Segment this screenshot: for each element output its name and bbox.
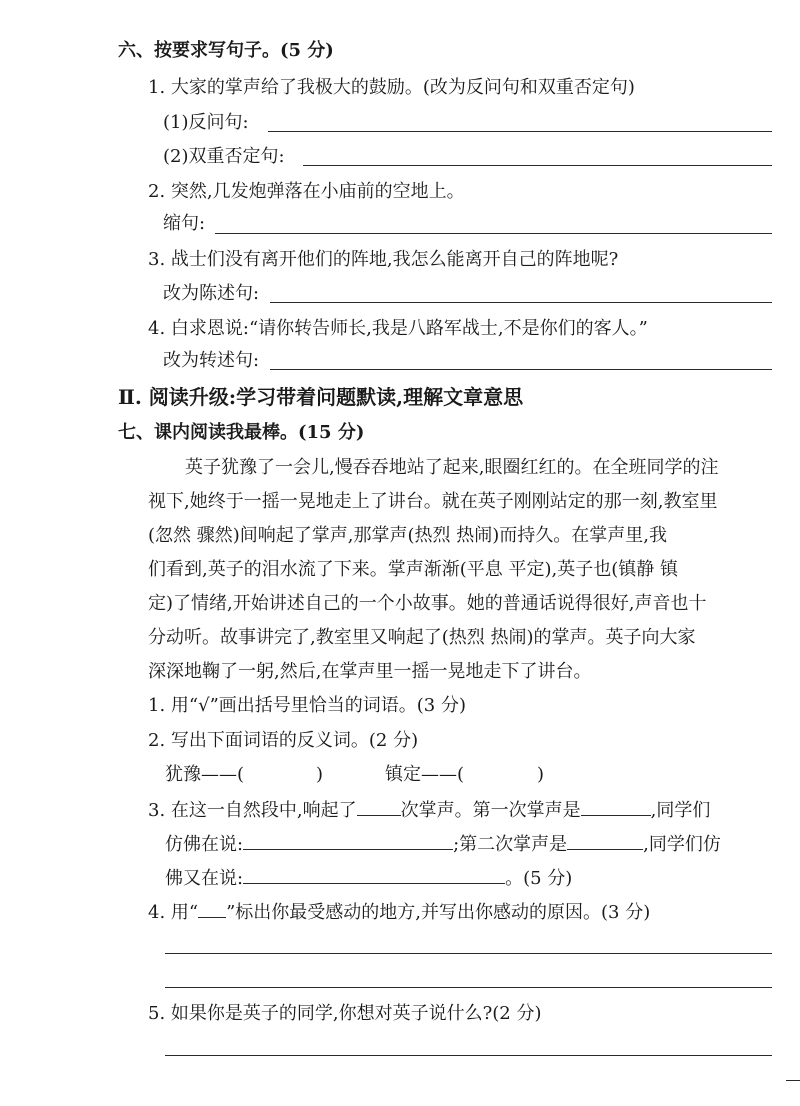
section6-q3-text: 3. 战士们没有离开他们的阵地,我怎么能离开自己的阵地呢?	[148, 249, 619, 270]
q3-part7: 佛又在说:	[165, 868, 244, 889]
passage-line-1: 英子犹豫了一会儿,慢吞吞地站了起来,眼圈红红的。在全班同学的注	[185, 457, 719, 478]
section6-q1-a-label: (1)反问句:	[163, 112, 249, 133]
blank-first-applause[interactable]	[581, 801, 651, 816]
section6-q2-text: 2. 突然,几发炮弹落在小庙前的空地上。	[148, 181, 465, 202]
answer-line-q1b[interactable]	[303, 165, 772, 166]
section6-heading: 六、按要求写句子。(5 分)	[118, 40, 334, 61]
section6-q1-b-label: (2)双重否定句:	[163, 146, 285, 167]
section7-q3-line3	[165, 869, 572, 888]
section6-q2-a-label: 缩句:	[163, 213, 206, 234]
q3-part3: ,同学们	[650, 800, 711, 821]
answer-line-q4[interactable]	[270, 369, 772, 370]
answer-line-q4-1[interactable]	[165, 953, 772, 954]
section7-q3-line1	[148, 801, 710, 820]
passage-line-7: 深深地鞠了一躬,然后,在掌声里一摇一晃地走下了讲台。	[148, 661, 592, 682]
blank-second-meaning[interactable]	[243, 869, 505, 884]
answer-line-q3[interactable]	[270, 302, 772, 303]
section7-q5-text: 5. 如果你是英子的同学,你想对英子说什么?(2 分)	[148, 1003, 542, 1024]
q4-part2: ”标出你最受感动的地方,并写出你感动的原因。(3 分)	[226, 902, 651, 923]
page-edge-mark	[786, 1080, 800, 1081]
q3-part1: 3. 在这一自然段中,响起了	[148, 800, 357, 821]
antonym-item-1: 犹豫——(	[165, 764, 245, 785]
section6-q4-a-label: 改为转述句:	[163, 350, 260, 371]
section7-q1-text: 1. 用“√”画出括号里恰当的词语。(3 分)	[148, 695, 466, 716]
blank-first-meaning[interactable]	[243, 835, 453, 850]
section6-q3-a-label: 改为陈述句:	[163, 283, 260, 304]
section7-q3-line2	[165, 835, 721, 854]
section6-q4-text: 4. 白求恩说:“请你转告师长,我是八路军战士,不是你们的客人。”	[148, 318, 648, 339]
q4-part1: 4. 用“	[148, 902, 199, 923]
passage-line-3: (忽然 骤然)间响起了掌声,那掌声(热烈 热闹)而持久。在掌声里,我	[148, 525, 667, 546]
underline-mark-sample	[198, 903, 226, 918]
passage-line-4: 们看到,英子的泪水流了下来。掌声渐渐(平息 平定),英子也(镇静 镇	[148, 559, 678, 580]
antonym-item-2: 镇定——(	[385, 764, 465, 785]
answer-line-q2[interactable]	[215, 233, 772, 234]
passage-line-6: 分动听。故事讲完了,教室里又响起了(热烈 热闹)的掌声。英子向大家	[148, 627, 696, 648]
answer-line-q4-2[interactable]	[165, 987, 772, 988]
q3-part8: 。(5 分)	[505, 868, 573, 889]
antonym-close-1: )	[316, 764, 324, 785]
section7-q4-text	[148, 903, 650, 922]
section6-q1-text: 1. 大家的掌声给了我极大的鼓励。(改为反问句和双重否定句)	[148, 77, 635, 98]
section7-heading: 七、课内阅读我最棒。(15 分)	[118, 422, 365, 443]
q3-part5: ;第二次掌声是	[453, 834, 568, 855]
part2-heading: Ⅱ. 阅读升级:学习带着问题默读,理解文章意思	[118, 385, 524, 409]
blank-second-applause[interactable]	[567, 835, 643, 850]
antonym-close-2: )	[537, 764, 545, 785]
answer-line-q5[interactable]	[165, 1055, 772, 1056]
blank-count[interactable]	[357, 801, 401, 816]
answer-line-q1a[interactable]	[268, 131, 772, 132]
q3-part6: ,同学们仿	[643, 834, 721, 855]
passage-line-2: 视下,她终于一摇一晃地走上了讲台。就在英子刚刚站定的那一刻,教室里	[148, 491, 718, 512]
q3-part4: 仿佛在说:	[165, 834, 244, 855]
section7-q2-text: 2. 写出下面词语的反义词。(2 分)	[148, 730, 419, 751]
q3-part2: 次掌声。第一次掌声是	[400, 800, 581, 821]
passage-line-5: 定)了情绪,开始讲述自己的一个小故事。她的普通话说得很好,声音也十	[148, 593, 707, 614]
